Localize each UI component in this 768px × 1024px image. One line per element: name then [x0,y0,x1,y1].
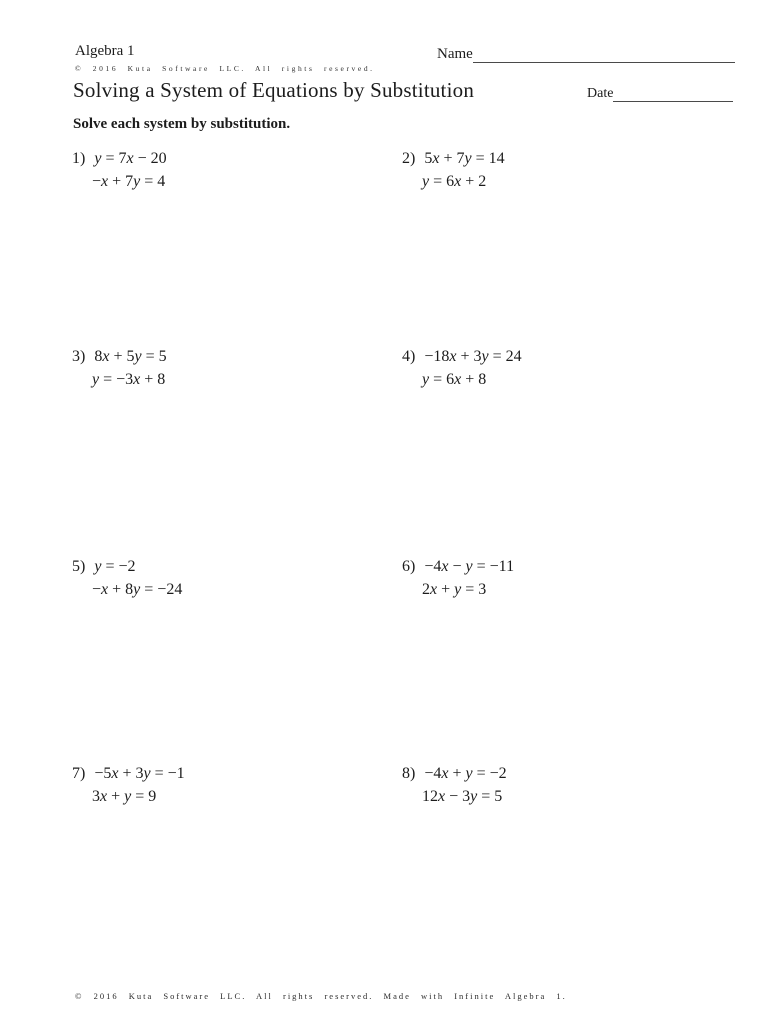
problem-number: 1) [72,150,86,167]
problem-number: 4) [402,348,416,365]
equation-1: −5x + 3y = −1 [94,765,185,782]
worksheet-title: Solving a System of Equations by Substitution [73,78,475,102]
equation-2: 12x − 3y = 5 [422,788,503,805]
problem-1 [72,147,167,193]
equation-1: −4x + y = −2 [424,765,507,782]
equation-1: −4x − y = −11 [424,558,515,575]
problem-6 [402,555,514,601]
problem-7 [72,762,185,808]
problem-number: 7) [72,765,86,782]
problem-number: 2) [402,150,416,167]
equation-2: 2x + y = 3 [422,581,487,598]
problem-number: 5) [72,558,86,575]
equation-1: −18x + 3y = 24 [424,348,522,365]
header-copyright: © 2016 Kuta Software LLC. All rights reserved. [75,64,375,73]
equation-1: y = 7x − 20 [94,150,167,167]
footer-copyright: © 2016 Kuta Software LLC. All rights reserved. Made with Infinite Algebra 1. [75,991,567,1001]
equation-1: y = −2 [94,558,136,575]
equation-1: 8x + 5y = 5 [94,348,167,365]
name-row [437,45,735,63]
equation-2: −x + 7y = 4 [92,173,166,190]
name-label: Name [437,46,473,62]
equation-2: y = 6x + 8 [422,371,487,388]
problem-8 [402,762,507,808]
equation-2: 3x + y = 9 [92,788,157,805]
problem-number: 3) [72,348,86,365]
problem-3 [72,345,167,391]
date-row [587,84,733,102]
course-label: Algebra 1 [75,43,135,59]
equation-1: 5x + 7y = 14 [424,150,505,167]
problem-number: 8) [402,765,416,782]
problem-5 [72,555,182,601]
date-label: Date [587,86,614,101]
date-blank-line [613,84,733,102]
problem-4 [402,345,522,391]
equation-2: −x + 8y = −24 [92,581,183,598]
name-blank-line [473,45,735,63]
equation-2: y = −3x + 8 [92,371,166,388]
instruction-text: Solve each system by substitution. [73,116,291,132]
problem-2 [402,147,505,193]
problem-number: 6) [402,558,416,575]
equation-2: y = 6x + 2 [422,173,487,190]
